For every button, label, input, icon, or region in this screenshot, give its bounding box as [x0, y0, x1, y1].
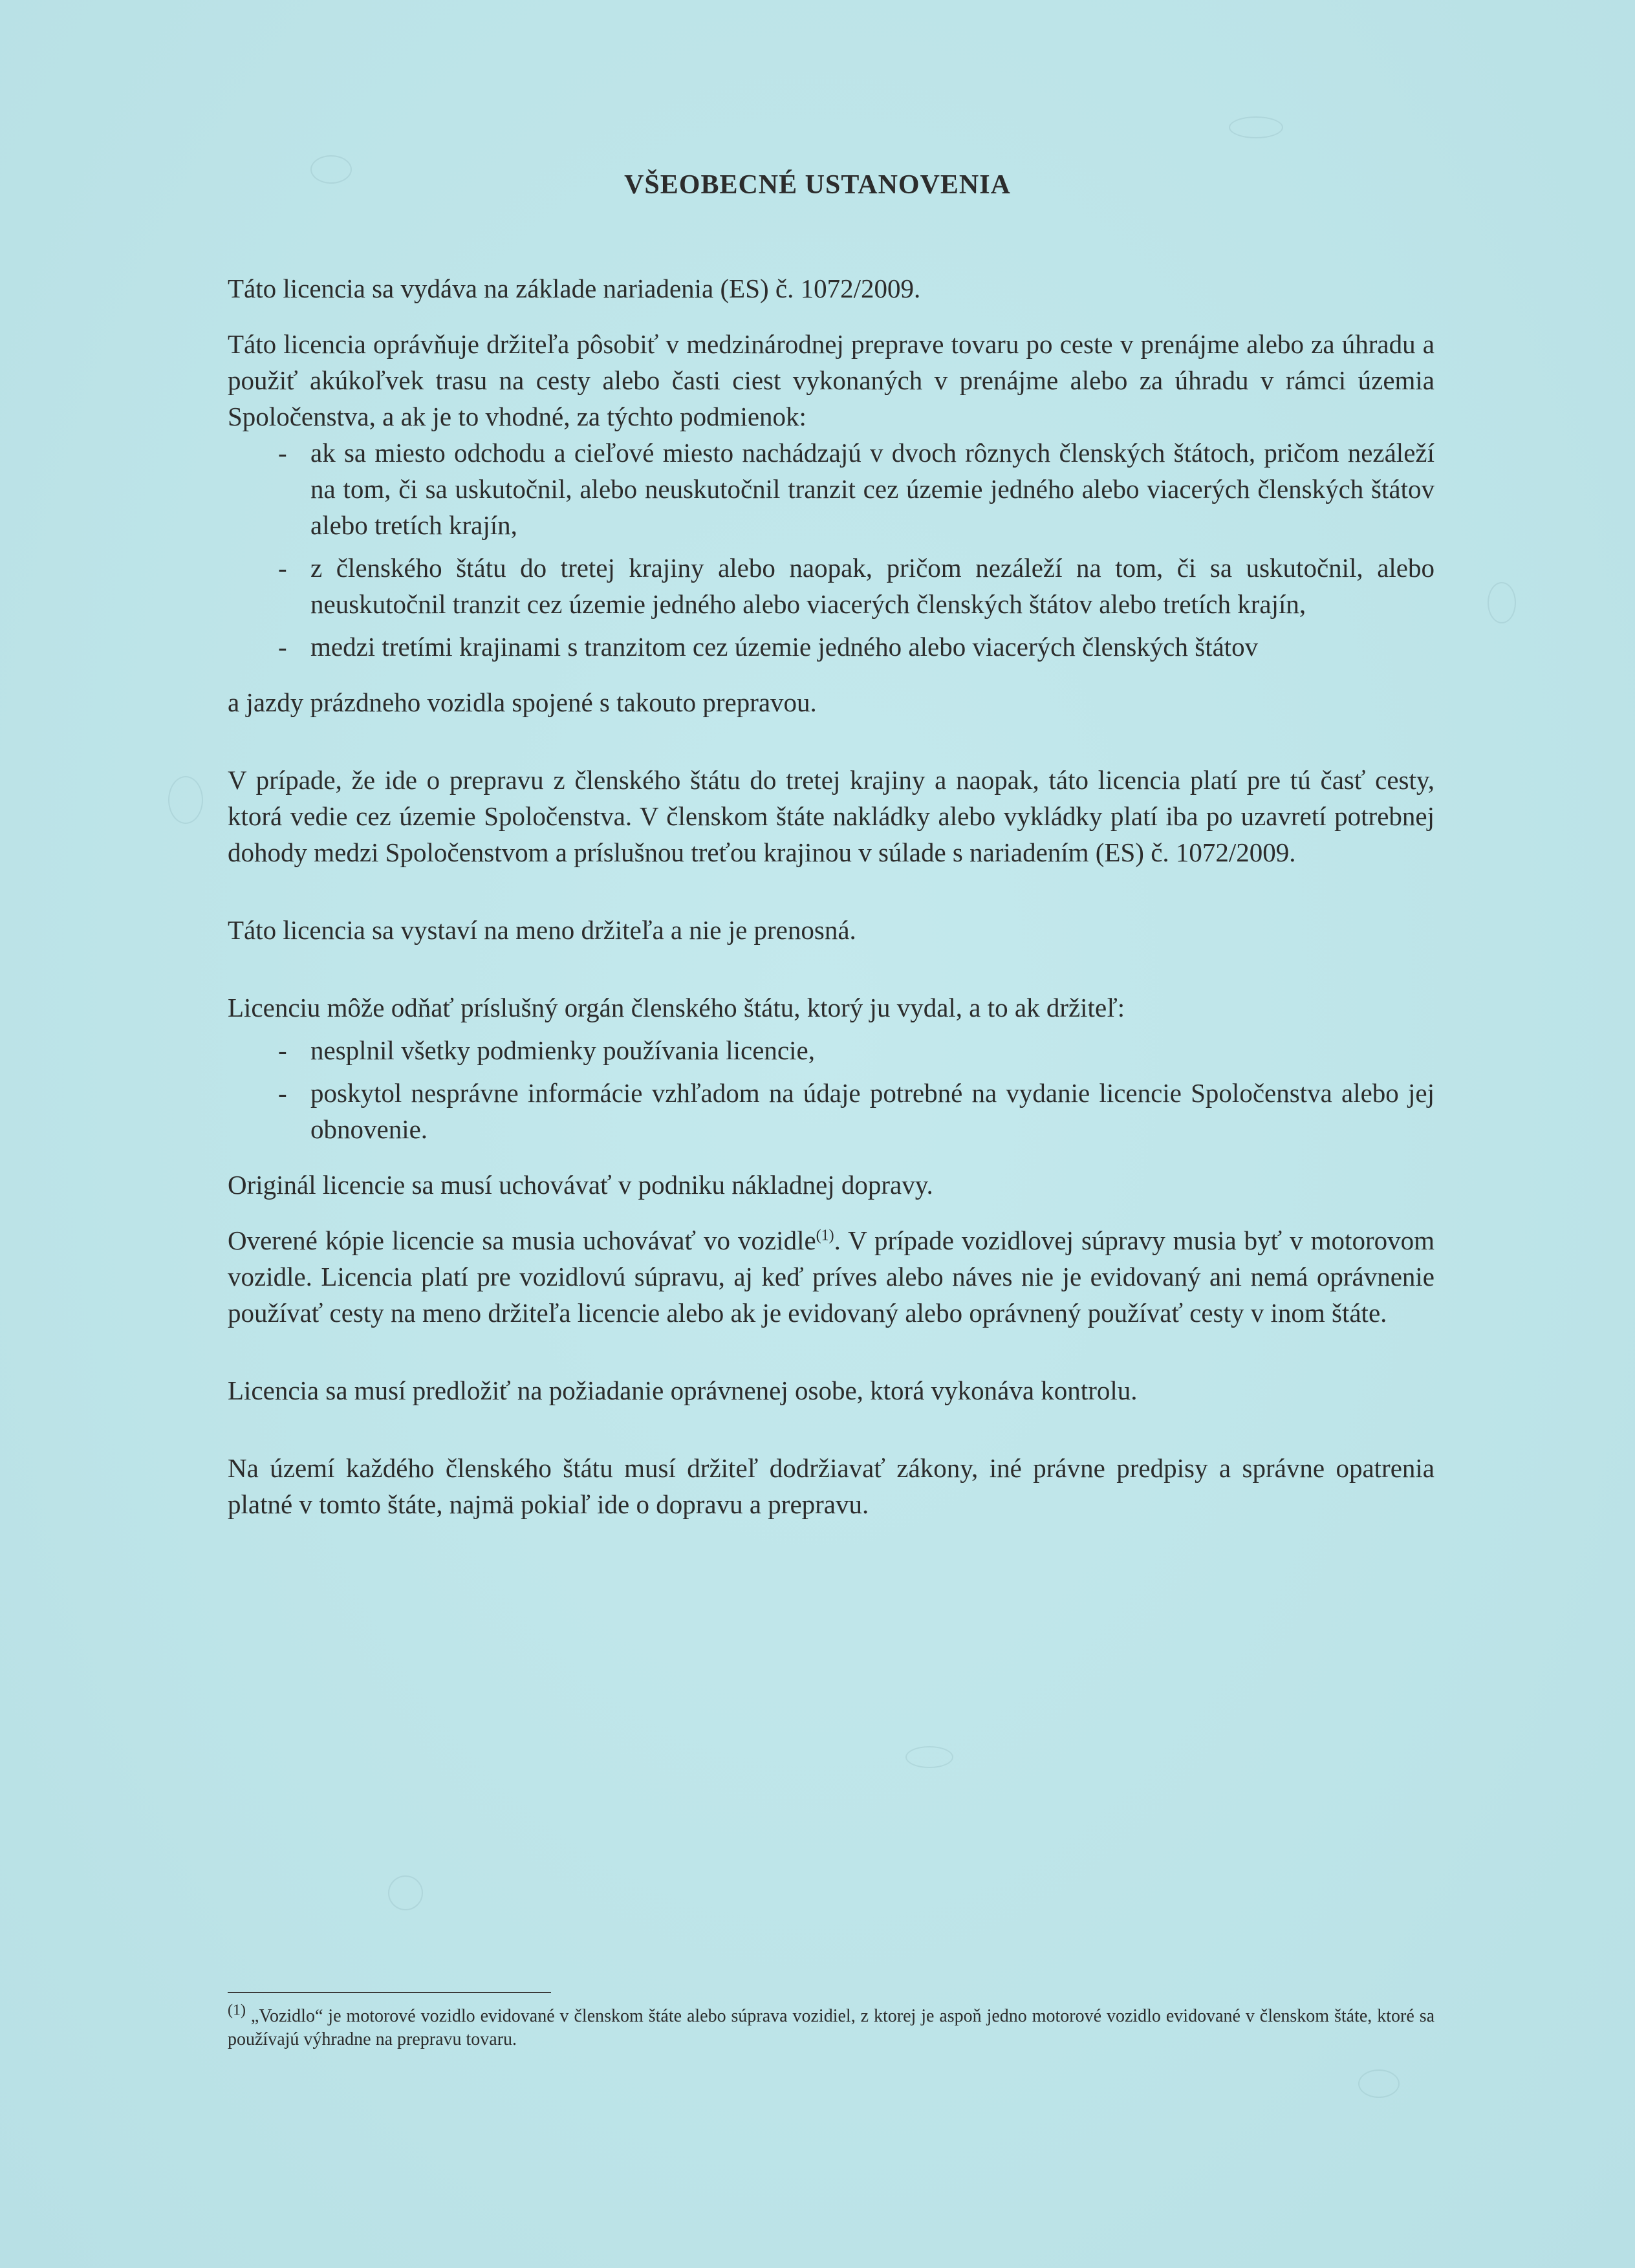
paragraph: Táto licencia sa vydáva na základe nariadenia (ES) č. 1072/2009. — [228, 274, 921, 303]
list-item-text: nesplnil všetky podmienky používania licencie, — [310, 1035, 815, 1065]
list-item — [228, 1032, 1435, 1068]
dash-bullet: - — [278, 1035, 287, 1065]
paper-fiber — [1488, 582, 1516, 623]
footnote-separator — [228, 1992, 551, 1993]
paragraph: V prípade, že ide o prepravu z členského štátu do tretej krajiny a naopak, táto licencia platí pre tú časť cesty, ktorá vedie cez územie Spoločenstva. V členskom štáte nakládky alebo vykládky platí iba po uzavretí potrebnej dohody medzi Spoločenstvom a príslušnou treťou krajinou v súlade s nariadením (ES) č. 1072/2009. — [228, 765, 1435, 867]
footnote-text: „Vozidlo“ je motorové vozidlo evidované v členskom štáte alebo súprava vozidiel, z ktorej je aspoň jedno motorové vozidlo evidované v členskom štáte, ktoré sa používajú výhradne na prepravu tovaru. — [228, 2006, 1435, 2049]
paper-fiber — [1358, 2069, 1400, 2098]
paper-fiber — [1229, 116, 1283, 138]
paragraph-text: Overené kópie licencie sa musia uchovávať vo vozidle — [228, 1226, 816, 1255]
footnote — [228, 2002, 1435, 2051]
list-item-text: medzi tretími krajinami s tranzitom cez územie jedného alebo viacerých členských štátov — [310, 632, 1259, 662]
page-title: VŠEOBECNÉ USTANOVENIA — [624, 170, 1011, 200]
list-item — [228, 550, 1435, 622]
paragraph: Táto licencia oprávňuje držiteľa pôsobiť v medzinárodnej preprave tovaru po ceste v prenájme alebo za úhradu a použiť akúkoľvek trasu na cesty alebo časti ciest vykonaných v prenájme alebo za úhradu v rámci územia Spoločenstva, a ak je to vhodné, za týchto podmienok: — [228, 329, 1435, 431]
dash-bullet: - — [278, 1078, 287, 1108]
document-body — [228, 270, 1435, 1522]
dash-bullet: - — [278, 632, 287, 662]
paper-fiber — [905, 1746, 953, 1768]
list-item-text: poskytol nesprávne informácie vzhľadom na údaje potrebné na vydanie licencie Spoločenstva alebo jej obnovenie. — [310, 1078, 1435, 1144]
paragraph: Na území každého členského štátu musí držiteľ dodržiavať zákony, iné právne predpisy a správne opatrenia platné v tomto štáte, najmä pokiaľ ide o dopravu a prepravu. — [228, 1453, 1435, 1519]
dash-bullet: - — [278, 553, 287, 583]
list-item — [228, 629, 1435, 665]
list-item-text: ak sa miesto odchodu a cieľové miesto nachádzajú v dvoch rôznych členských štátoch, pričom nezáleží na tom, či sa uskutočnil, alebo neuskutočnil tranzit cez územie jedného alebo viacerých členských štátov alebo tretích krajín, — [310, 438, 1435, 540]
paragraph: Originál licencie sa musí uchovávať v podniku nákladnej dopravy. — [228, 1170, 933, 1200]
footnote-mark: (1) — [228, 2002, 246, 2019]
dash-bullet: - — [278, 438, 287, 468]
paragraph — [228, 1222, 1435, 1331]
paragraph: Licenciu môže odňať príslušný orgán členského štátu, ktorý ju vydal, a to ak držiteľ: — [228, 993, 1125, 1022]
footnote-reference: (1) — [816, 1227, 834, 1244]
paragraph: Licencia sa musí predložiť na požiadanie oprávnenej osobe, ktorá vykonáva kontrolu. — [228, 1376, 1138, 1405]
list-item — [228, 435, 1435, 543]
paragraph-text: . V prípade vozidlovej súpravy musia byť v motorovom vozidle. Licencia platí pre vozidlovú súpravu, aj keď príves alebo náves nie je evidovaný ani nemá oprávnenie používať cesty na meno držiteľa licencie alebo ak je evidovaný alebo oprávnený používať cesty v inom štáte. — [228, 1226, 1435, 1328]
paper-fiber — [168, 776, 203, 824]
paragraph: Táto licencia sa vystaví na meno držiteľa a nie je prenosná. — [228, 915, 856, 945]
list-item-text: z členského štátu do tretej krajiny alebo naopak, pričom nezáleží na tom, či sa uskutočnil, alebo neuskutočnil tranzit cez územie jedného alebo viacerých členských štátov alebo tretích krajín, — [310, 553, 1435, 619]
list-item — [228, 1075, 1435, 1147]
paragraph: a jazdy prázdneho vozidla spojené s takouto prepravou. — [228, 687, 817, 717]
paper-fiber — [388, 1875, 423, 1910]
